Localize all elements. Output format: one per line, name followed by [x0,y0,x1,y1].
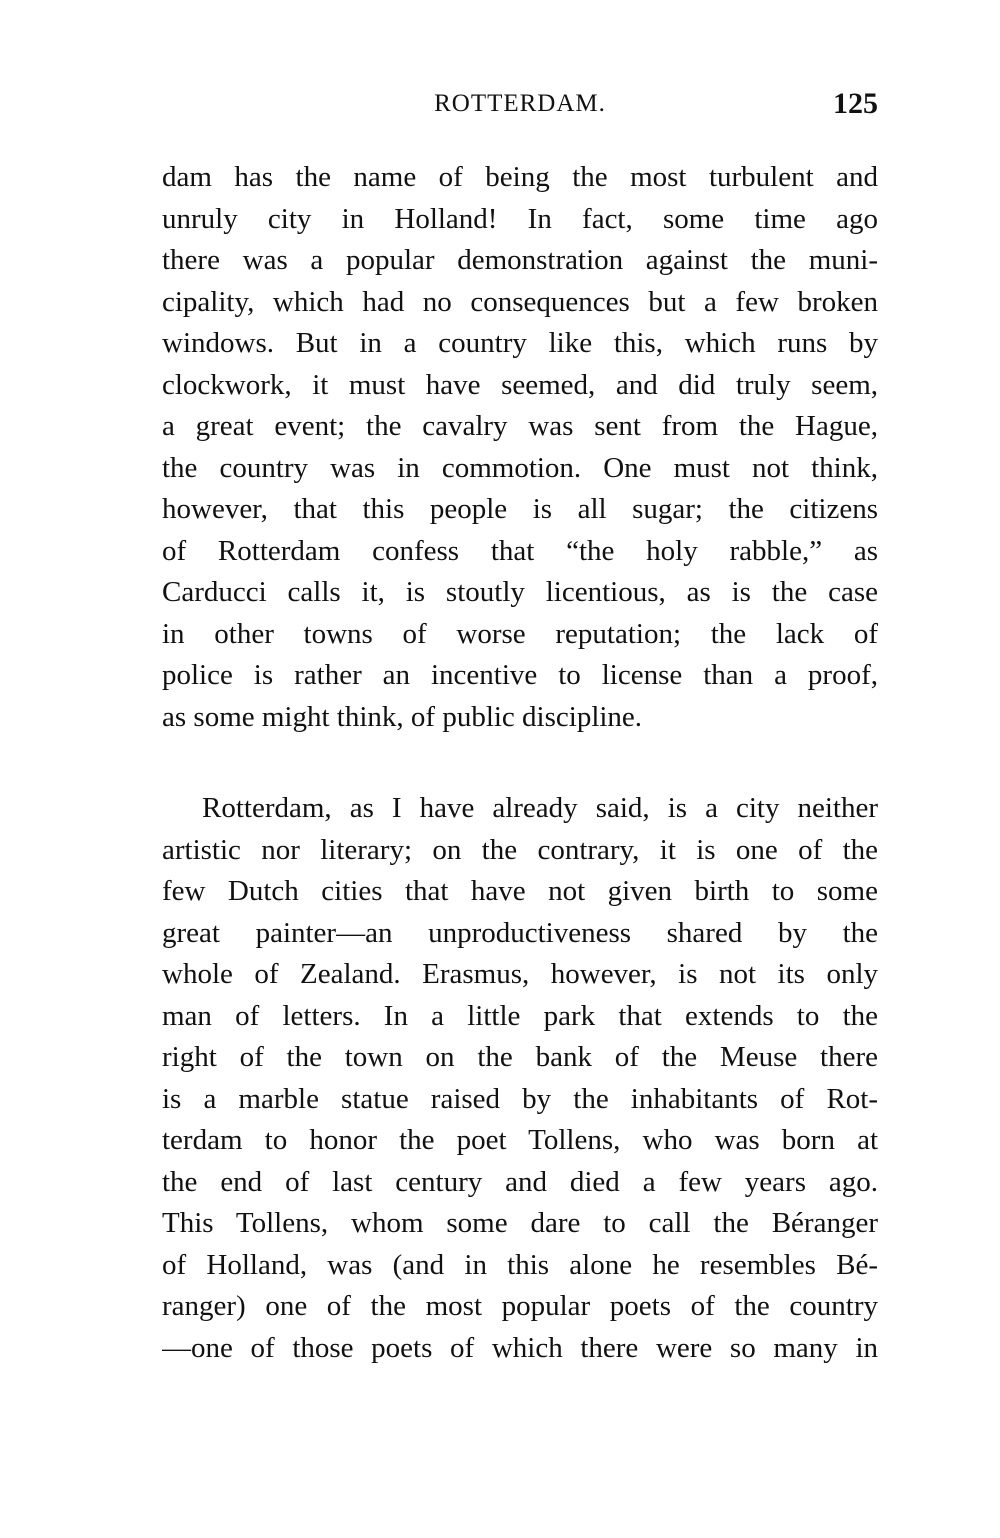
text-line: police is rather an incentive to license than a proof, [162,659,878,691]
text-line: Carducci calls it, is stoutly licentious, as is the case [162,576,878,608]
text-line: clockwork, it must have seemed, and did truly seem, [162,368,878,401]
paragraph-1 [162,157,878,738]
text-line: of Rotterdam confess that “the holy rabble,” as [162,534,878,567]
text-line: windows. But in a country like this, which runs by [162,327,878,359]
page-number: 125 [833,87,878,120]
text-line: few Dutch cities that have not given birth to some [162,875,878,907]
text-line: terdam to honor the poet Tollens, who was born at [162,1124,878,1156]
text-line: unruly city in Holland! In fact, some time ago [162,202,878,235]
text-line: man of letters. In a little park that extends to the [162,999,878,1032]
text-line: dam has the name of being the most turbulent and [162,161,878,193]
running-header [162,84,878,124]
text-line: ranger) one of the most popular poets of the country [162,1290,878,1322]
text-line: as some might think, of public discipline. [162,700,643,733]
text-line: great painter—an unproductiveness shared by the [162,916,878,949]
text-line: right of the town on the bank of the Meuse there [162,1041,878,1073]
text-line: of Holland, was (and in this alone he resembles Bé- [162,1248,878,1281]
text-line: is a marble statue raised by the inhabitants of Rot- [162,1082,878,1115]
text-line: artistic nor literary; on the contrary, it is one of the [162,833,878,866]
text-line: cipality, which had no consequences but a few broken [162,285,878,318]
text-line: the end of last century and died a few years ago. [162,1165,878,1198]
text-line: there was a popular demonstration against the muni- [162,244,878,276]
paragraph-2 [162,788,878,1369]
text-line: Rotterdam, as I have already said, is a city neither [202,792,878,824]
text-line: the country was in commotion. One must not think, [162,451,878,484]
text-line: a great event; the cavalry was sent from the Hague, [162,410,878,442]
text-line: —one of those poets of which there were so many in [162,1331,878,1364]
running-title: ROTTERDAM. [434,90,606,117]
text-line: in other towns of worse reputation; the lack of [162,617,878,650]
text-line: however, that this people is all sugar; the citizens [162,493,878,525]
text-line: whole of Zealand. Erasmus, however, is not its only [162,958,878,990]
text-line: This Tollens, whom some dare to call the Béranger [162,1207,878,1239]
